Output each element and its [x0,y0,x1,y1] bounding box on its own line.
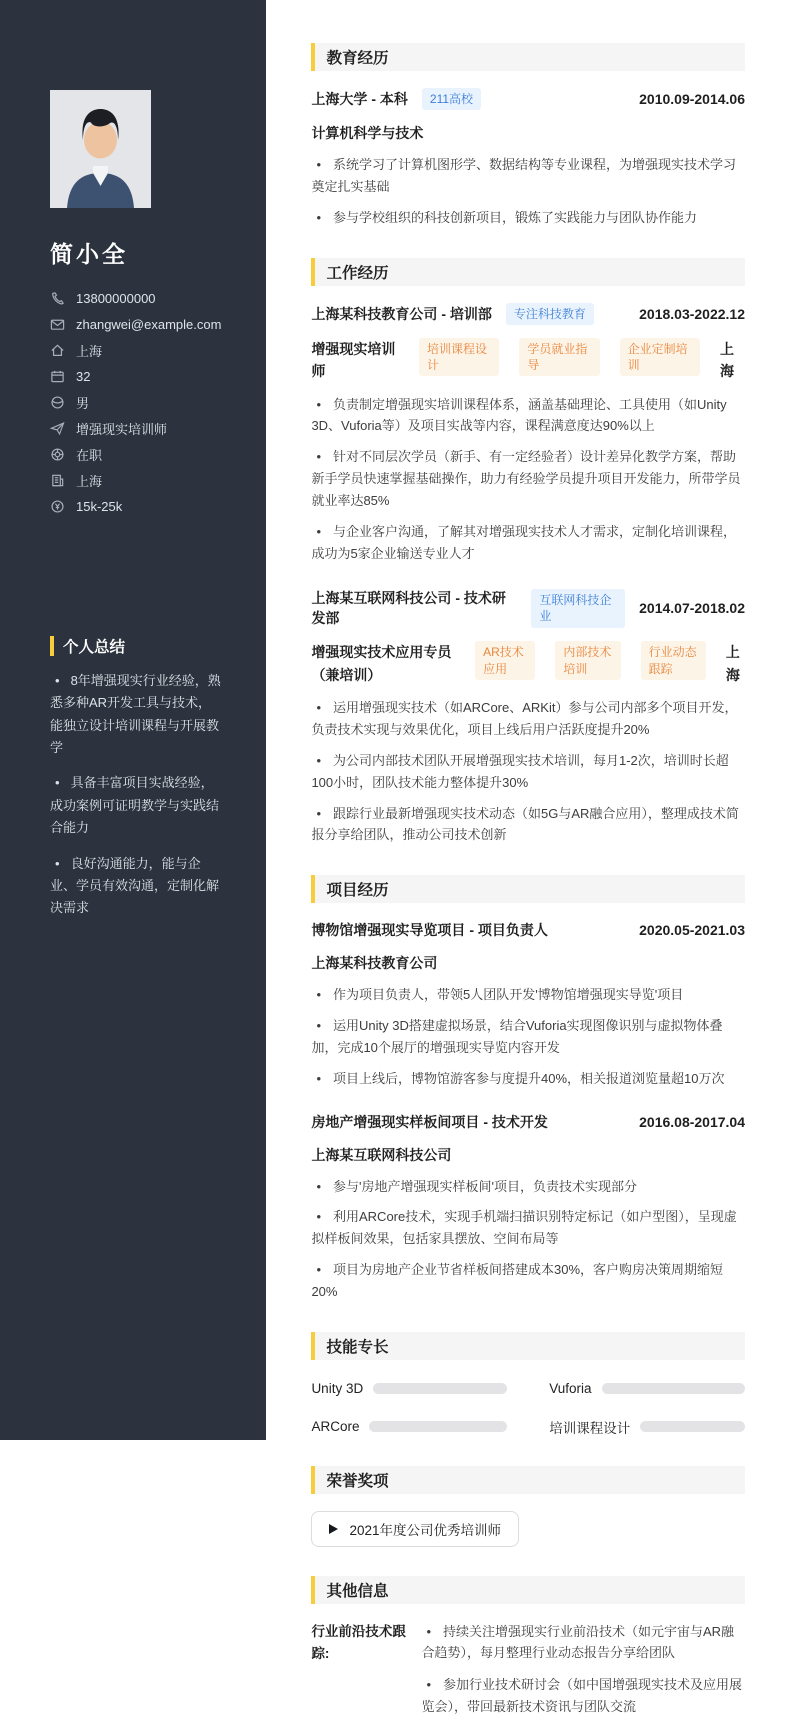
section-title: 教育经历 [326,50,389,67]
accent-bar [311,1466,315,1494]
position-row [311,641,745,686]
contact-age [50,363,221,389]
position-icon [50,421,65,436]
section-title: 荣誉奖项 [326,1472,389,1490]
play-icon [329,1524,338,1534]
section-title: 项目经历 [326,882,389,900]
company-tag: 互联网科技企业 [531,589,625,627]
education-date: 2010.09-2014.06 [639,91,745,108]
skill-item [311,1381,507,1396]
contact-city [50,467,221,493]
status-icon [50,447,65,462]
major-name: 计算机科学与技术 [311,125,424,142]
summary-item: • 8年增强现实行业经验，熟悉多种AR开发工具与技术，能独立设计培训课程与开展教学 [50,670,221,759]
section-skills [311,1332,745,1437]
contact-email [50,311,221,337]
other-info-label: 行业前沿技术跟踪: [311,1623,406,1662]
project-entry [311,920,745,1089]
contact-value: 在职 [76,447,103,463]
education-entry-header [311,88,745,110]
job-entry [311,588,745,846]
section-other [311,1576,745,1728]
skill-name: Unity 3D [311,1380,364,1396]
skills-grid [311,1377,745,1437]
accent-bar [311,1332,315,1360]
honor-item [311,1511,519,1547]
contact-list [50,285,221,519]
project-header [311,920,745,940]
summary-item: • 具备丰富项目实战经验，成功案例可证明教学与实践结合能力 [50,772,221,839]
bullet-item: • 运用增强现实技术（如ARCore、ARKit）参与公司内部多个项目开发，负责技术实现与效果优化，项目上线后用户活跃度提升20% [311,697,745,741]
school-tag: 211高校 [422,88,481,110]
project-name: 房地产增强现实样板间项目 - 技术开发 [311,1113,548,1130]
position-skill-tag: AR技术应用 [475,641,535,679]
bullet-item: • 持续关注增强现实行业前沿技术（如元宇宙与AR融合趋势），每月整理行业动态报告分享给团队 [421,1621,745,1665]
position-skill-tag: 内部技术培训 [555,641,620,679]
bullet-item: • 利用ARCore技术，实现手机端扫描识别特定标记（如户型图），呈现虚拟样板间效果，包括家具摆放、空间布局等 [311,1206,745,1250]
skill-item [311,1417,507,1437]
contact-value: zhangwei@example.com [76,316,222,332]
bullet-item: • 作为项目负责人，带领5人团队开发'博物馆增强现实导览'项目 [311,984,745,1006]
accent-bar [311,875,315,903]
company-name: 上海某互联网科技公司 - 技术研发部 [311,590,506,627]
section-title: 技能专长 [326,1338,389,1356]
project-company: 上海某科技教育公司 [311,955,438,972]
bullet-item: • 参与'房地产增强现实样板间'项目，负责技术实现部分 [311,1176,745,1198]
job-location: 上海 [719,340,734,380]
summary-header [50,635,221,657]
section-work [311,258,745,847]
job-date: 2014.07-2018.02 [639,600,745,617]
section-education [311,43,745,229]
company-name: 上海某科技教育公司 - 培训部 [311,305,492,322]
avatar [50,90,151,208]
skill-bar [369,1421,507,1432]
contact-salary [50,493,221,519]
skill-name: Vuforia [549,1380,592,1396]
skill-item [549,1417,745,1437]
bullet-item: • 系统学习了计算机图形学、数据结构等专业课程，为增强现实技术学习奠定扎实基础 [311,154,745,198]
contact-gender [50,389,221,415]
other-info-bullets [421,1621,745,1728]
accent-bar [311,1576,315,1604]
contact-job-title [50,415,221,441]
profile-photo [50,90,151,208]
skill-item [549,1381,745,1396]
section-header-work [311,258,745,286]
section-header-education [311,43,745,71]
position-skill-tag: 行业动态跟踪 [641,641,706,679]
accent-bar [311,258,315,286]
bullet-item: • 跟踪行业最新增强现实技术动态（如5G与AR融合应用），整理成技术简报分享给团队，推动公司技术创新 [311,803,745,847]
contact-phone [50,285,221,311]
email-icon [50,317,65,332]
phone-icon [50,291,65,306]
section-header-skills [311,1332,745,1360]
project-header [311,1112,745,1132]
section-title: 工作经历 [326,264,389,282]
summary-item: • 良好沟通能力，能与企业、学员有效沟通，定制化解决需求 [50,853,221,920]
contact-value: 男 [76,395,90,411]
project-entry [311,1112,745,1303]
salary-icon [50,499,65,514]
bullet-item: • 负责制定增强现实培训课程体系，涵盖基础理论、工具使用（如Unity 3D、Vuforia等）及项目实战等内容，课程满意度达90%以上 [311,394,745,438]
personal-summary-section [50,635,221,920]
gender-icon [50,395,65,410]
project-company: 上海某互联网科技公司 [311,1146,452,1163]
skill-name: ARCore [311,1419,360,1435]
skill-bar [602,1383,746,1394]
position-skill-tag: 企业定制培训 [620,338,700,376]
project-date: 2020.05-2021.03 [639,922,745,939]
age-icon [50,369,65,384]
project-name: 博物馆增强现实导览项目 - 项目负责人 [311,922,548,939]
company-tag: 专注科技教育 [506,303,594,325]
summary-title: 个人总结 [63,639,126,656]
position-title: 增强现实培训师 [311,340,396,380]
contact-value: 15k-25k [76,498,123,514]
bullet-item: • 针对不同层次学员（新手、有一定经验者）设计差异化教学方案，帮助新手学员快速掌握基础操作，助力有经验学员提升项目开发能力，所带学员就业率达85% [311,446,745,511]
bullet-item: • 项目为房地产企业节省样板间搭建成本30%，客户购房决策周期缩短20% [311,1259,745,1303]
sidebar [0,0,266,1440]
job-header [311,588,745,628]
contact-value: 32 [76,368,91,384]
company-icon [50,473,65,488]
section-projects [311,875,745,1302]
skill-bar [373,1383,507,1394]
bullet-item: • 参与学校组织的科技创新项目，锻炼了实践能力与团队协作能力 [311,207,745,229]
section-title: 其他信息 [326,1582,389,1600]
contact-value: 上海 [76,343,103,359]
main-content [266,0,794,1715]
bullet-item: • 项目上线后，博物馆游客参与度提升40%，相关报道浏览量超10万次 [311,1068,745,1090]
school-name: 上海大学 - 本科 [311,91,408,108]
section-header-other [311,1576,745,1604]
project-date: 2016.08-2017.04 [639,1113,745,1130]
section-header-honors [311,1466,745,1494]
contact-location [50,337,221,363]
skill-bar [640,1421,745,1432]
section-honors [311,1466,745,1547]
contact-value: 上海 [76,473,103,489]
bullet-item: • 为公司内部技术团队开展增强现实技术培训，每月1-2次，培训时长超100小时，团队技术能力整体提升30% [311,750,745,794]
honor-label: 2021年度公司优秀培训师 [349,1522,501,1538]
position-skill-tag: 学员就业指导 [519,338,599,376]
job-header [311,303,745,325]
skill-name: 培训课程设计 [549,1420,631,1436]
accent-bar [50,636,54,656]
position-skill-tag: 培训课程设计 [419,338,499,376]
accent-bar [311,43,315,71]
other-info-row [311,1621,745,1728]
bullet-item: • 参加行业技术研讨会（如中国增强现实技术及应用展览会），带回最新技术资讯与团队交流 [421,1674,745,1718]
position-row [311,338,745,383]
contact-status [50,441,221,467]
bullet-item: • 运用Unity 3D搭建虚拟场景，结合Vuforia实现图像识别与虚拟物体叠加，完成10个展厅的增强现实导览内容开发 [311,1015,745,1059]
home-icon [50,343,65,358]
job-entry [311,303,745,565]
contact-value: 增强现实培训师 [76,421,168,437]
job-location: 上海 [725,644,740,683]
bullet-item: • 与企业客户沟通，了解其对增强现实技术人才需求，定制化培训课程，成功为5家企业输送专业人才 [311,521,745,565]
job-date: 2018.03-2022.12 [639,305,745,322]
section-header-projects [311,875,745,903]
contact-value: 13800000000 [76,290,156,306]
position-title: 增强现实技术应用专员（兼培训） [311,644,452,683]
candidate-name: 简小全 [50,241,128,267]
